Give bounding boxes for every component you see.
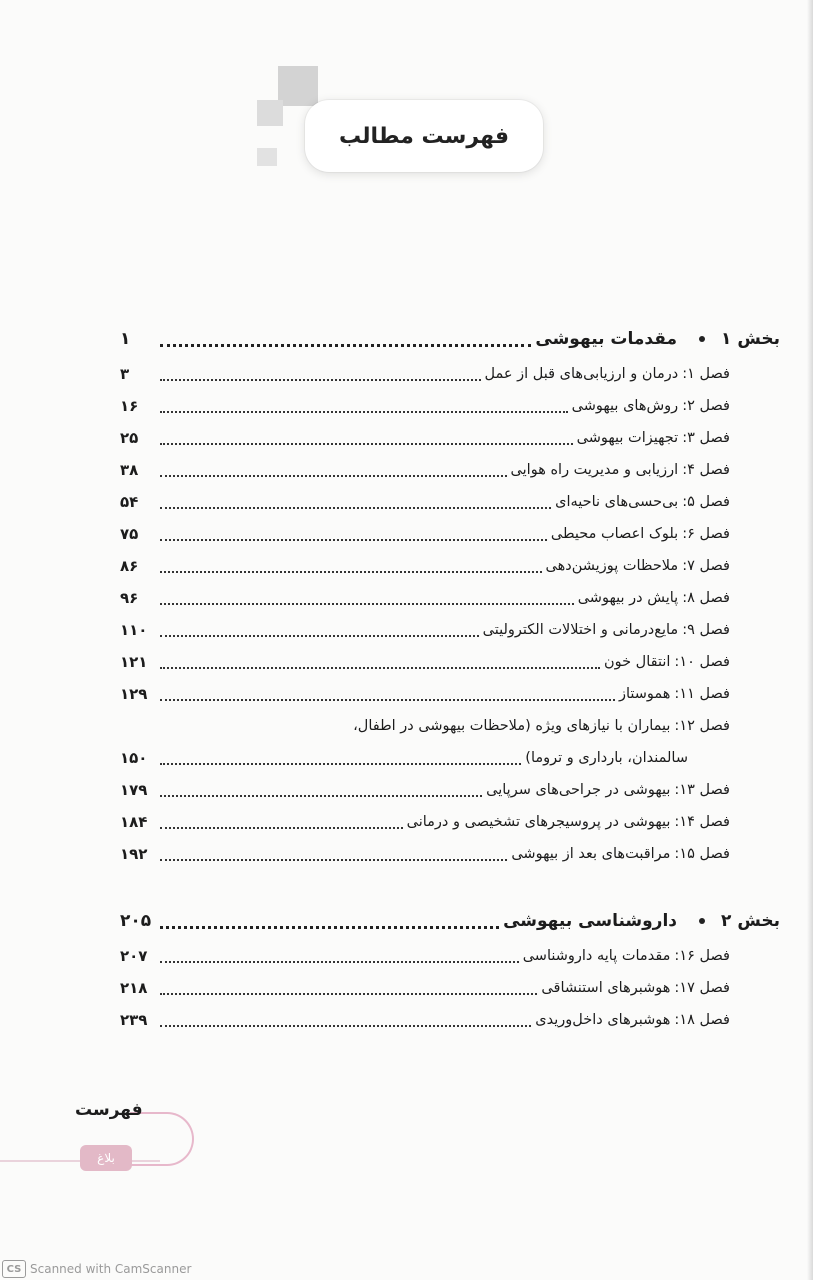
dot-leader [160, 859, 507, 861]
page-edge [807, 0, 813, 1280]
chapter-row[interactable] [120, 390, 730, 422]
dot-leader [160, 993, 537, 995]
page-number: ۱۲۹ [120, 685, 148, 703]
page-number: ۹۶ [120, 589, 139, 607]
page-number: ۱۹۲ [120, 845, 148, 863]
dot-leader [160, 795, 482, 797]
dot-leader [160, 827, 403, 829]
watermark-text: Scanned with CamScanner [30, 1262, 192, 1276]
page-number: ۲۱۸ [120, 979, 148, 997]
chapter-title: بلوک اعصاب محیطی [550, 526, 679, 542]
dot-leader [160, 571, 542, 573]
dot-leader [160, 635, 479, 637]
chapter-row[interactable] [120, 646, 730, 678]
bullet-icon [699, 918, 705, 924]
chapter-title: روش‌های بیهوشی [571, 398, 679, 414]
chapter-title: انتقال خون [603, 654, 671, 670]
chapter-row[interactable] [120, 710, 730, 742]
chapter-title: بیهوشی در پروسیجرهای تشخیصی و درمانی [406, 814, 671, 830]
chapter-row[interactable] [120, 422, 730, 454]
dot-leader [160, 507, 551, 509]
chapter-title-continuation: سالمندان، بارداری و تروما) [525, 750, 688, 766]
chapter-title: ملاحظات پوزیشن‌دهی [545, 558, 679, 574]
chapter-label: فصل ۱۸: [674, 1012, 730, 1028]
dot-leader [160, 443, 573, 445]
chapter-row[interactable] [120, 358, 730, 390]
chapter-label: فصل ۱۲: [674, 718, 730, 734]
chapter-label: فصل ۱۷: [674, 980, 730, 996]
chapter-row[interactable] [120, 972, 730, 1004]
chapter-title: مراقبت‌های بعد از بیهوشی [511, 846, 671, 862]
dot-leader [160, 667, 600, 669]
toc-title-box [305, 100, 543, 172]
dot-leader [160, 1025, 531, 1027]
chapter-row[interactable] [120, 582, 730, 614]
toc-part-1 [120, 320, 780, 870]
decorative-square [257, 100, 283, 126]
dot-leader [160, 763, 521, 765]
page-number: ۱۱۰ [120, 621, 148, 639]
dot-leader [160, 379, 481, 381]
dot-leader [160, 699, 615, 701]
chapter-title: بیماران با نیازهای ویژه (ملاحظات بیهوشی در اطفال، [353, 718, 671, 734]
page-number: ۱۵۰ [120, 749, 148, 767]
scanner-watermark [0, 1258, 191, 1280]
page-number: ۲۰۷ [120, 947, 148, 965]
page-number: ۷۵ [120, 525, 139, 543]
chapter-label: فصل ۳: [682, 430, 730, 446]
bullet-icon [699, 336, 705, 342]
chapter-title: مایع‌درمانی و اختلالات الکترولیتی [482, 622, 679, 638]
dot-leader [160, 344, 531, 347]
page-number: ۱۲۱ [120, 653, 148, 671]
chapter-title: بیهوشی در جراحی‌های سرپایی [486, 782, 671, 798]
chapter-label: فصل ۱۳: [674, 782, 730, 798]
decorative-square [278, 66, 318, 106]
page-number: ۳ [120, 365, 130, 383]
dot-leader [160, 411, 568, 413]
chapter-title: مقدمات پایه داروشناسی [522, 948, 671, 964]
page-number: ۱۶ [120, 397, 139, 415]
chapter-label: فصل ۱۴: [674, 814, 730, 830]
footer-badge: بلاغ [80, 1145, 132, 1171]
chapter-row[interactable] [120, 678, 730, 710]
dot-leader [160, 539, 547, 541]
page-number: ۱۸۴ [120, 813, 148, 831]
chapter-label: فصل ۱۱: [674, 686, 730, 702]
dot-leader [160, 926, 499, 929]
chapter-label: فصل ۲: [682, 398, 730, 414]
chapter-list [120, 940, 780, 1036]
chapter-label: فصل ۵: [682, 494, 730, 510]
chapter-title: هموستاز [618, 686, 671, 702]
chapter-label: فصل ۴: [682, 462, 730, 478]
chapter-row[interactable] [120, 486, 730, 518]
chapter-label: فصل ۶: [682, 526, 730, 542]
page-number: ۵۴ [120, 493, 139, 511]
chapter-title: بی‌حسی‌های ناحیه‌ای [555, 494, 679, 510]
chapter-label: فصل ۱۰: [674, 654, 730, 670]
part-heading[interactable] [120, 320, 780, 358]
chapter-title: تجهیزات بیهوشی [576, 430, 679, 446]
chapter-label: فصل ۷: [682, 558, 730, 574]
chapter-label: فصل ۹: [682, 622, 730, 638]
chapter-row[interactable] [120, 518, 730, 550]
page-number: ۱۷۹ [120, 781, 148, 799]
part-label: بخش ۱ [721, 329, 780, 349]
page-number: ۸۶ [120, 557, 139, 575]
chapter-row[interactable] [120, 806, 730, 838]
dot-leader [160, 603, 574, 605]
part-heading[interactable] [120, 902, 780, 940]
page-number: ۲۵ [120, 429, 139, 447]
footer-arc-decoration [130, 1112, 194, 1166]
footer-tab [0, 1090, 813, 1210]
footer-label: فهرست [75, 1100, 143, 1120]
chapter-title: هوشبرهای استنشاقی [541, 980, 671, 996]
page-number: ۲۰۵ [120, 911, 152, 931]
chapter-title: ارزیابی و مدیریت راه هوایی [510, 462, 679, 478]
chapter-label: فصل ۱۶: [674, 948, 730, 964]
page-number: ۱ [120, 329, 131, 349]
dot-leader [160, 475, 507, 477]
chapter-row[interactable] [120, 838, 730, 870]
chapter-title: هوشبرهای داخل‌وریدی [535, 1012, 671, 1028]
part-label: بخش ۲ [721, 911, 780, 931]
chapter-list [120, 358, 780, 870]
chapter-row[interactable] [120, 614, 730, 646]
chapter-row[interactable] [120, 1004, 730, 1036]
decorative-square [257, 148, 277, 166]
page-number: ۲۳۹ [120, 1011, 148, 1029]
chapter-row-continuation[interactable] [120, 742, 730, 774]
part-title: داروشناسی بیهوشی [503, 911, 678, 931]
chapter-row[interactable] [120, 774, 730, 806]
chapter-label: فصل ۱۵: [674, 846, 730, 862]
chapter-label: فصل ۱: [682, 366, 730, 382]
dot-leader [160, 961, 519, 963]
chapter-title: درمان و ارزیابی‌های قبل از عمل [484, 366, 679, 382]
chapter-row[interactable] [120, 550, 730, 582]
toc-part-2 [120, 902, 780, 1036]
part-title: مقدمات بیهوشی [535, 329, 678, 349]
chapter-row[interactable] [120, 454, 730, 486]
chapter-row[interactable] [120, 940, 730, 972]
chapter-label: فصل ۸: [682, 590, 730, 606]
chapter-title: پایش در بیهوشی [577, 590, 679, 606]
camscanner-logo-icon: CS [2, 1260, 26, 1278]
page-number: ۳۸ [120, 461, 139, 479]
page-title: فهرست مطالب [338, 123, 510, 149]
